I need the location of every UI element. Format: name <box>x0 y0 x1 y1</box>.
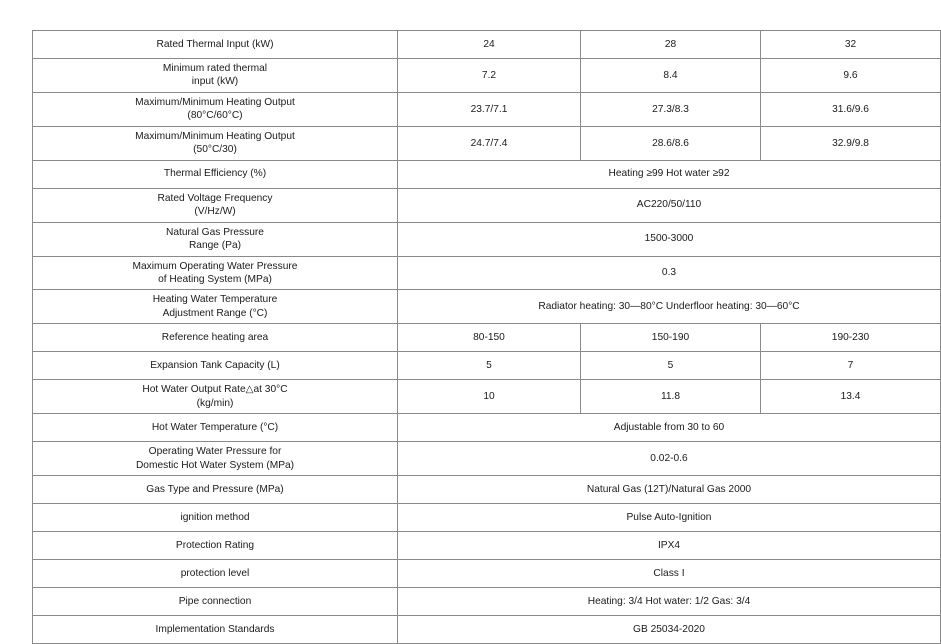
row-label-line: Maximum/Minimum Heating Output <box>135 96 295 108</box>
row-value-heating-water-temperature-adjustment-range: Radiator heating: 30—80°C Underfloor heating: 30—60°C <box>398 290 941 324</box>
row-value-hot-water-output-rate-col1: 10 <box>398 380 581 414</box>
row-value-reference-heating-area-col3: 190-230 <box>761 324 941 352</box>
table-row <box>33 380 941 414</box>
row-label-line: (80°C/60°C) <box>187 110 243 122</box>
row-label-line: Adjustment Range (°C) <box>162 307 268 319</box>
table-row <box>33 588 941 616</box>
table-row <box>33 324 941 352</box>
table-row <box>33 352 941 380</box>
row-value-protection-level: Class I <box>398 560 941 588</box>
row-value-rated-thermal-input-col3: 32 <box>761 31 941 59</box>
row-value-natural-gas-pressure-range: 1500-3000 <box>398 222 941 256</box>
row-value-gas-type-and-pressure: Natural Gas (12T)/Natural Gas 2000 <box>398 476 941 504</box>
row-label-thermal-efficiency <box>33 160 398 188</box>
row-label-natural-gas-pressure-range <box>33 222 398 256</box>
row-label-max-operating-water-pressure-heating <box>33 256 398 290</box>
row-label-line: Reference heating area <box>161 332 269 344</box>
row-label-ignition-method <box>33 504 398 532</box>
row-value-max-min-heating-output-80-60-col3: 31.6/9.6 <box>761 92 941 126</box>
row-label-pipe-connection <box>33 588 398 616</box>
row-label-line: Rated Thermal Input (kW) <box>156 38 274 50</box>
row-label-max-min-heating-output-50-30 <box>33 126 398 160</box>
row-value-max-min-heating-output-50-30-col3: 32.9/9.8 <box>761 126 941 160</box>
row-label-hot-water-temperature <box>33 414 398 442</box>
row-label-rated-thermal-input <box>33 31 398 59</box>
row-label-line: Operating Water Pressure for <box>148 446 282 458</box>
row-value-max-min-heating-output-50-30-col2: 28.6/8.6 <box>581 126 761 160</box>
table-row <box>33 476 941 504</box>
row-label-line: ignition method <box>180 511 250 523</box>
row-label-line: Hot Water Temperature (°C) <box>151 422 279 434</box>
row-label-line: (kg/min) <box>196 397 234 409</box>
row-label-line: input (kW) <box>191 76 239 88</box>
table-row <box>33 59 941 93</box>
table-row <box>33 290 941 324</box>
row-label-line: (V/Hz/W) <box>194 206 236 218</box>
row-label-line: Minimum rated thermal <box>162 63 268 74</box>
row-value-rated-voltage-frequency: AC220/50/110 <box>398 188 941 222</box>
row-label-hot-water-output-rate <box>33 380 398 414</box>
row-label-line: Maximum/Minimum Heating Output <box>135 130 295 142</box>
row-label-implementation-standards <box>33 616 398 644</box>
row-label-line: Protection Rating <box>175 539 255 551</box>
row-value-hot-water-output-rate-col2: 11.8 <box>581 380 761 414</box>
table-row <box>33 616 941 644</box>
table-row <box>33 532 941 560</box>
row-value-max-min-heating-output-80-60-col1: 23.7/7.1 <box>398 92 581 126</box>
row-value-reference-heating-area-col2: 150-190 <box>581 324 761 352</box>
row-value-operating-water-pressure-domestic-hot-water: 0.02-0.6 <box>398 442 941 476</box>
row-label-line: Range (Pa) <box>188 240 242 252</box>
row-label-minimum-rated-thermal-input <box>33 59 398 93</box>
row-value-max-min-heating-output-80-60-col2: 27.3/8.3 <box>581 92 761 126</box>
row-label-line: Hot Water Output Rate△at 30°C <box>142 384 288 396</box>
table-row <box>33 256 941 290</box>
row-label-operating-water-pressure-domestic-hot-water <box>33 442 398 476</box>
row-value-max-operating-water-pressure-heating: 0.3 <box>398 256 941 290</box>
specification-table-body <box>33 31 941 644</box>
row-label-line: Pipe connection <box>178 595 252 607</box>
table-row <box>33 560 941 588</box>
row-value-expansion-tank-capacity-col3: 7 <box>761 352 941 380</box>
row-value-minimum-rated-thermal-input-col2: 8.4 <box>581 59 761 93</box>
row-value-ignition-method: Pulse Auto-Ignition <box>398 504 941 532</box>
row-label-rated-voltage-frequency <box>33 188 398 222</box>
row-label-line: Gas Type and Pressure (MPa) <box>146 483 284 495</box>
table-row <box>33 31 941 59</box>
row-label-line: protection level <box>180 567 250 579</box>
row-value-rated-thermal-input-col1: 24 <box>398 31 581 59</box>
table-row <box>33 160 941 188</box>
row-label-line: Domestic Hot Water System (MPa) <box>135 459 295 471</box>
row-label-line: (50°C/30) <box>193 144 237 156</box>
row-label-line: Expansion Tank Capacity (L) <box>150 360 280 372</box>
row-label-line: Thermal Efficiency (%) <box>163 168 267 180</box>
row-value-protection-rating: IPX4 <box>398 532 941 560</box>
row-label-max-min-heating-output-80-60 <box>33 92 398 126</box>
row-label-heating-water-temperature-adjustment-range <box>33 290 398 324</box>
row-value-hot-water-temperature: Adjustable from 30 to 60 <box>398 414 941 442</box>
row-value-expansion-tank-capacity-col2: 5 <box>581 352 761 380</box>
row-value-minimum-rated-thermal-input-col3: 9.6 <box>761 59 941 93</box>
row-value-pipe-connection: Heating: 3/4 Hot water: 1/2 Gas: 3/4 <box>398 588 941 616</box>
row-label-line: Maximum Operating Water Pressure <box>132 260 298 272</box>
row-label-protection-rating <box>33 532 398 560</box>
table-row <box>33 414 941 442</box>
table-row <box>33 92 941 126</box>
row-label-expansion-tank-capacity <box>33 352 398 380</box>
table-row <box>33 222 941 256</box>
row-label-gas-type-and-pressure <box>33 476 398 504</box>
row-label-line: Natural Gas Pressure <box>166 226 264 238</box>
row-value-reference-heating-area-col1: 80-150 <box>398 324 581 352</box>
row-value-implementation-standards: GB 25034-2020 <box>398 616 941 644</box>
table-row <box>33 126 941 160</box>
row-value-minimum-rated-thermal-input-col1: 7.2 <box>398 59 581 93</box>
row-value-hot-water-output-rate-col3: 13.4 <box>761 380 941 414</box>
row-value-thermal-efficiency: Heating ≥99 Hot water ≥92 <box>398 160 941 188</box>
row-label-line: Heating Water Temperature <box>152 294 278 306</box>
table-row <box>33 504 941 532</box>
table-row <box>33 442 941 476</box>
row-value-expansion-tank-capacity-col1: 5 <box>398 352 581 380</box>
row-label-line: Implementation Standards <box>155 623 275 635</box>
row-label-reference-heating-area <box>33 324 398 352</box>
row-label-line: of Heating System (MPa) <box>158 273 272 285</box>
specification-table <box>32 30 941 644</box>
row-value-rated-thermal-input-col2: 28 <box>581 31 761 59</box>
specification-sheet <box>32 30 870 644</box>
row-label-line: Rated Voltage Frequency <box>157 192 273 204</box>
row-value-max-min-heating-output-50-30-col1: 24.7/7.4 <box>398 126 581 160</box>
row-label-protection-level <box>33 560 398 588</box>
table-row <box>33 188 941 222</box>
